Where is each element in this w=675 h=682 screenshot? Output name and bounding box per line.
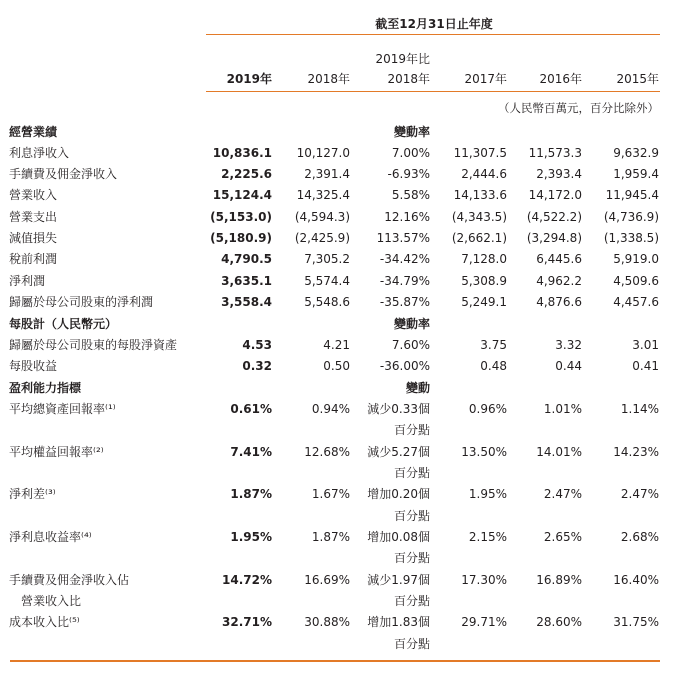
value-2019: 32.71% — [222, 615, 272, 630]
compare-header-line1: 2019年比 — [375, 52, 430, 66]
value-2019: 7.41% — [230, 444, 272, 459]
row-change: 增加0.08個 — [367, 529, 430, 544]
compare-header-line2: 2018年 — [387, 72, 430, 86]
value-2015: 2.68% — [620, 529, 659, 544]
row-label: 平均總資產回報率⁽¹⁾ — [9, 401, 116, 416]
row-change: 增加1.83個 — [367, 615, 430, 630]
value-2019: 2,225.6 — [221, 167, 272, 182]
value-2018: 30.88% — [304, 615, 350, 630]
value-2016: 2.47% — [543, 487, 582, 502]
row-label: 手續費及佣金淨收入 — [9, 167, 118, 182]
value-2016: 16.89% — [536, 572, 582, 587]
table-bottom-rule — [10, 660, 660, 662]
change-column-header: 變動率 — [393, 124, 430, 139]
value-2019: 4,790.5 — [221, 252, 272, 267]
row-label: 每股收益 — [9, 359, 58, 374]
value-2019: 15,124.4 — [212, 188, 272, 203]
value-2015: 0.41 — [632, 359, 659, 374]
unit-note: （人民幣百萬元，百分比除外） — [498, 101, 659, 115]
value-2016: 14,172.0 — [528, 188, 582, 203]
value-2017: (2,662.1) — [451, 231, 507, 245]
value-2018: 12.68% — [304, 444, 350, 459]
value-2016: (4,522.2) — [526, 209, 582, 224]
row-change: 增加0.20個 — [367, 487, 430, 502]
value-2017: 3.75 — [480, 337, 507, 352]
value-2017: 5,249.1 — [461, 294, 507, 309]
value-2019: 3,635.1 — [221, 273, 272, 288]
year-header-2017: 2017年 — [464, 72, 507, 86]
value-2019: 3,558.4 — [221, 294, 272, 309]
value-2017: 29.71% — [461, 615, 507, 630]
value-2016: 4,876.6 — [536, 294, 582, 309]
value-2017: 1.95% — [468, 487, 507, 502]
value-2017: (4,343.5) — [451, 209, 507, 224]
section-title: 盈利能力指標 — [9, 380, 82, 395]
row-change: 百分點 — [393, 508, 430, 523]
row-change: -36.00% — [379, 359, 430, 374]
row-label: 手續費及佣金淨收入佔 — [9, 572, 130, 587]
value-2017: 13.50% — [461, 444, 507, 459]
value-2018: 5,548.6 — [304, 294, 350, 309]
value-2017: 0.48 — [480, 359, 507, 374]
value-2017: 14,133.6 — [453, 188, 507, 203]
value-2017: 17.30% — [461, 572, 507, 587]
period-title-rule — [206, 34, 660, 35]
row-label: 淨利差⁽³⁾ — [9, 487, 56, 502]
value-2016: 28.60% — [536, 615, 582, 630]
row-label: 營業支出 — [9, 209, 58, 224]
period-title: 截至12月31日止年度 — [375, 17, 493, 31]
row-label: 成本收入比⁽⁵⁾ — [9, 615, 80, 630]
value-2017: 2,444.6 — [461, 167, 507, 182]
value-2019: 0.61% — [230, 401, 272, 416]
row-label: 淨利潤 — [9, 273, 46, 288]
row-change: 7.00% — [391, 145, 430, 160]
row-change: -35.87% — [379, 294, 430, 309]
value-2017: 2.15% — [468, 529, 507, 544]
value-2015: 14.23% — [613, 444, 659, 459]
value-2015: 9,632.9 — [613, 145, 659, 160]
row-change: -34.79% — [379, 273, 430, 288]
section-title: 每股計（人民幣元） — [9, 316, 118, 331]
value-2015: (1,338.5) — [603, 231, 659, 245]
row-change: 5.58% — [391, 188, 430, 203]
row-change: 百分點 — [393, 465, 430, 480]
value-2019: 4.53 — [242, 337, 272, 352]
value-2018: 7,305.2 — [304, 252, 350, 267]
row-label: 歸屬於母公司股東的淨利潤 — [9, 294, 154, 309]
value-2015: 11,945.4 — [605, 188, 659, 203]
value-2016: 0.44 — [555, 359, 582, 374]
value-2015: 3.01 — [632, 337, 659, 352]
value-2017: 11,307.5 — [453, 145, 507, 160]
row-change: 減少1.97個 — [367, 572, 430, 587]
row-label: 平均權益回報率⁽²⁾ — [9, 444, 104, 459]
value-2018: (2,425.9) — [294, 231, 350, 245]
row-change: 百分點 — [393, 423, 430, 438]
row-label: 歸屬於母公司股東的每股淨資產 — [9, 337, 178, 352]
value-2016: 6,445.6 — [536, 252, 582, 267]
value-2015: 4,457.6 — [613, 294, 659, 309]
value-2018: 5,574.4 — [304, 273, 350, 288]
row-change: 百分點 — [393, 593, 430, 608]
value-2017: 0.96% — [468, 401, 507, 416]
row-label: 營業收入 — [9, 188, 58, 203]
value-2016: 1.01% — [543, 401, 582, 416]
row-change: 減少0.33個 — [367, 401, 430, 416]
year-header-2015: 2015年 — [616, 72, 659, 86]
value-2018: 2,391.4 — [304, 167, 350, 182]
row-change: -6.93% — [387, 167, 430, 182]
row-change: 百分點 — [393, 636, 430, 651]
value-2016: 2,393.4 — [536, 167, 582, 182]
change-column-header: 變動 — [405, 380, 430, 395]
value-2018: 10,127.0 — [296, 145, 350, 160]
row-change: -34.42% — [379, 252, 430, 267]
row-change: 12.16% — [384, 209, 430, 224]
value-2018: 1.87% — [311, 529, 350, 544]
row-change: 百分點 — [393, 551, 430, 566]
row-label: 營業收入比 — [21, 593, 82, 608]
row-label: 減值損失 — [9, 231, 58, 245]
change-column-header: 變動率 — [393, 316, 430, 331]
row-label: 稅前利潤 — [9, 252, 58, 267]
value-2015: 1.14% — [620, 401, 659, 416]
value-2017: 5,308.9 — [461, 273, 507, 288]
value-2015: 4,509.6 — [613, 273, 659, 288]
value-2019: 0.32 — [242, 359, 272, 374]
year-header-rule — [206, 91, 660, 92]
value-2015: 31.75% — [613, 615, 659, 630]
section-title: 經營業績 — [9, 124, 58, 139]
value-2019: 14.72% — [222, 572, 272, 587]
value-2015: 2.47% — [620, 487, 659, 502]
value-2018: 0.50 — [323, 359, 350, 374]
value-2016: 11,573.3 — [528, 145, 582, 160]
value-2015: 16.40% — [613, 572, 659, 587]
value-2016: 3.32 — [555, 337, 582, 352]
value-2018: 16.69% — [304, 572, 350, 587]
value-2016: 2.65% — [543, 529, 582, 544]
value-2017: 7,128.0 — [461, 252, 507, 267]
value-2019: (5,153.0) — [210, 209, 272, 224]
value-2019: (5,180.9) — [210, 231, 272, 245]
value-2018: 14,325.4 — [296, 188, 350, 203]
row-label: 淨利息收益率⁽⁴⁾ — [9, 529, 92, 544]
value-2015: 5,919.0 — [613, 252, 659, 267]
value-2016: 4,962.2 — [536, 273, 582, 288]
year-header-2019: 2019年 — [226, 72, 272, 86]
value-2018: 1.67% — [311, 487, 350, 502]
value-2018: (4,594.3) — [294, 209, 350, 224]
row-change: 113.57% — [376, 231, 430, 245]
value-2019: 1.95% — [230, 529, 272, 544]
value-2019: 10,836.1 — [212, 145, 272, 160]
year-header-2016: 2016年 — [539, 72, 582, 86]
value-2016: (3,294.8) — [526, 231, 582, 245]
row-label: 利息淨收入 — [9, 145, 70, 160]
value-2018: 4.21 — [323, 337, 350, 352]
row-change: 7.60% — [391, 337, 430, 352]
value-2018: 0.94% — [311, 401, 350, 416]
value-2015: (4,736.9) — [603, 209, 659, 224]
row-change: 減少5.27個 — [367, 444, 430, 459]
value-2019: 1.87% — [230, 487, 272, 502]
value-2015: 1,959.4 — [613, 167, 659, 182]
value-2016: 14.01% — [536, 444, 582, 459]
year-header-2018: 2018年 — [307, 72, 350, 86]
